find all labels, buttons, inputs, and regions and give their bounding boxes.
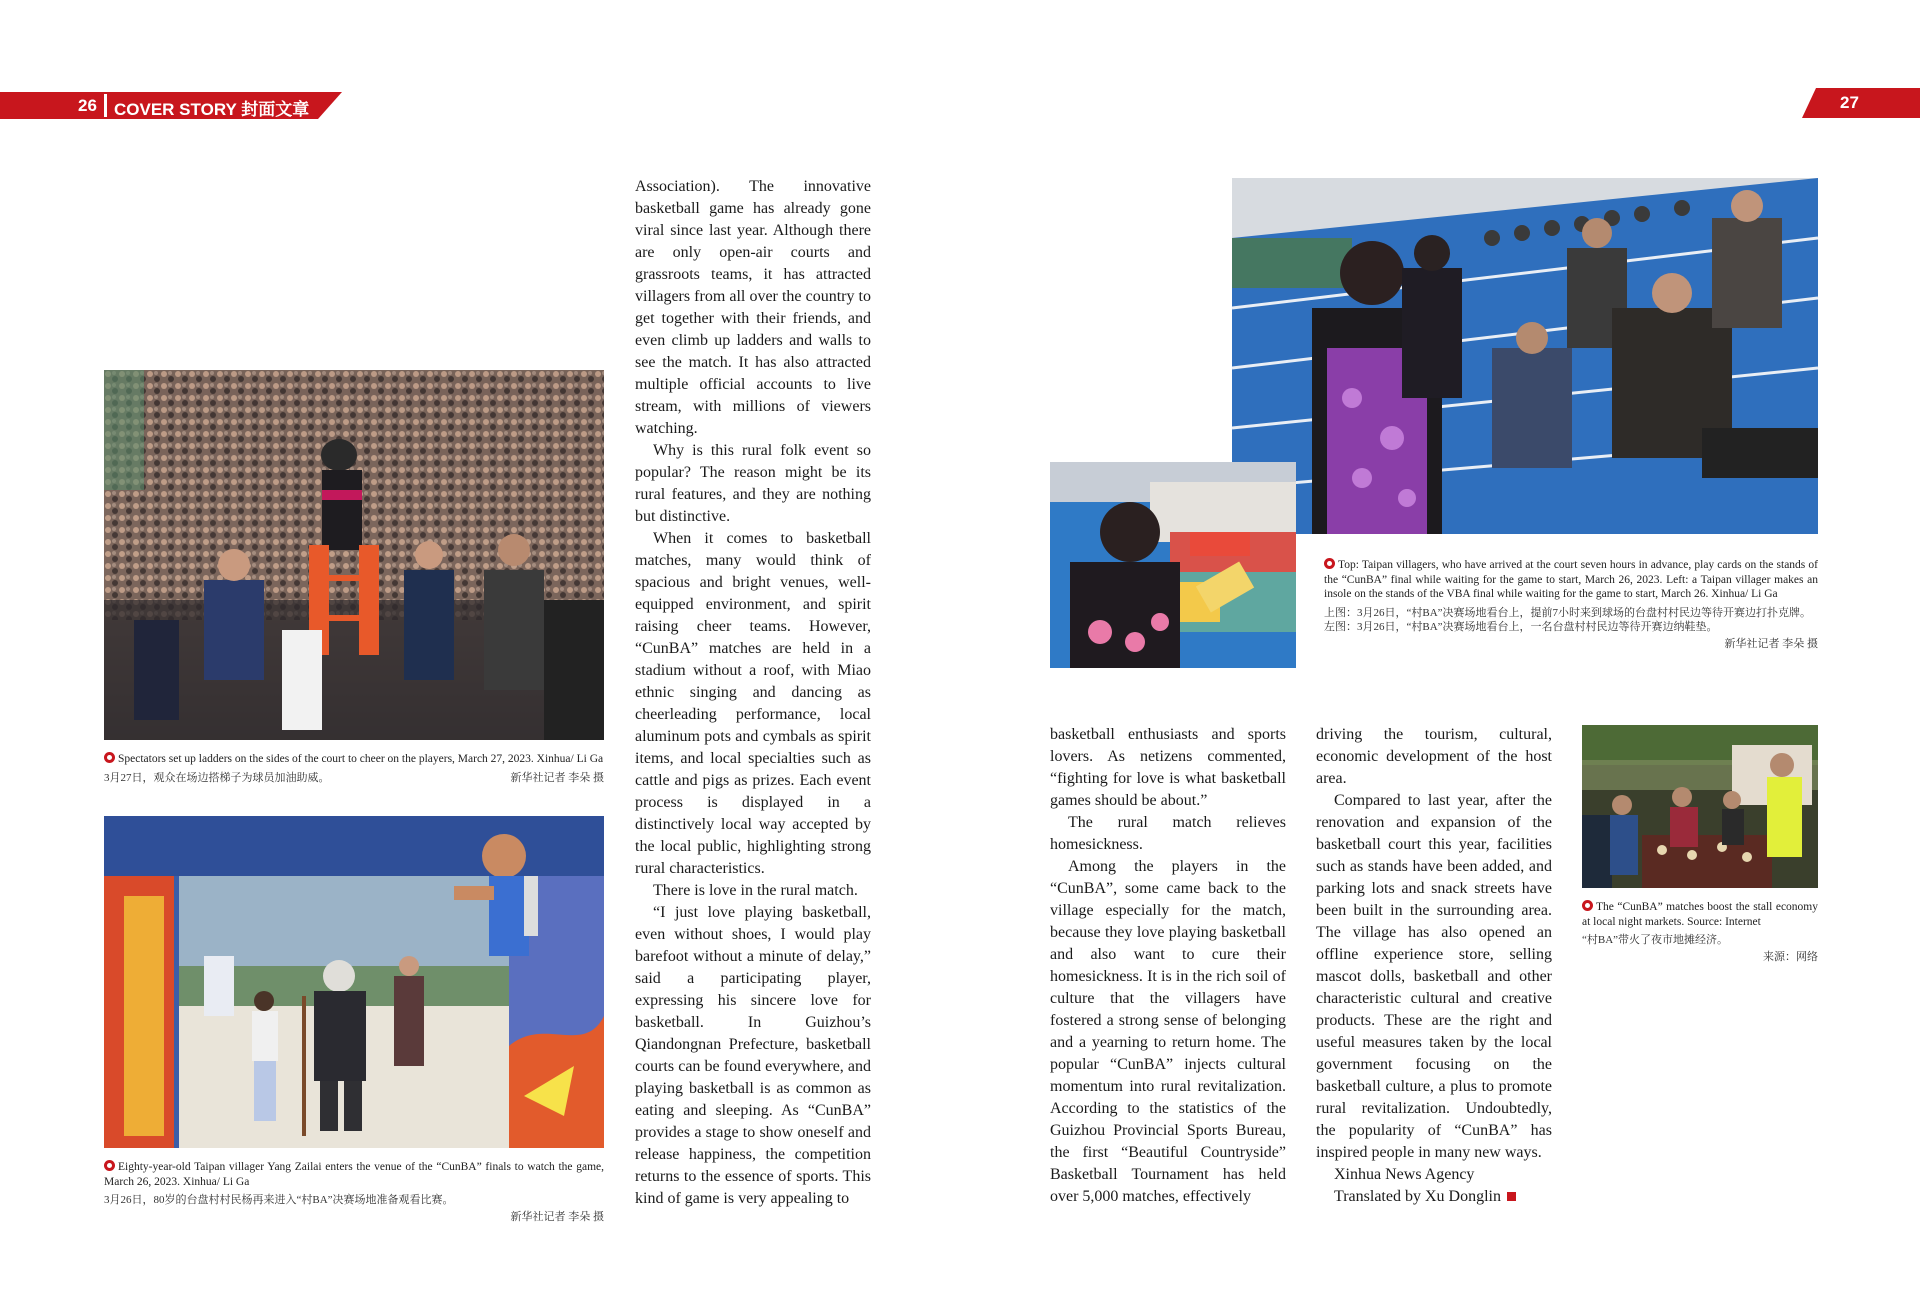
caption-ladders-zh: 3月27日，观众在场边搭梯子为球员加油助威。 bbox=[104, 771, 330, 784]
paragraph: Why is this rural folk event so popular? The reason might be its rural features, and they are nothing but distinctive. bbox=[635, 442, 871, 525]
caption-marker-icon bbox=[104, 1160, 115, 1171]
header-band-tip bbox=[318, 92, 342, 119]
header-band-left bbox=[0, 92, 342, 119]
caption-stands-credit: 新华社记者 李朵 摄 bbox=[1724, 637, 1818, 650]
paragraph: There is love in the rural match. bbox=[653, 882, 858, 899]
caption-night-market bbox=[1582, 900, 1818, 964]
caption-marker-icon bbox=[1324, 558, 1335, 569]
caption-elder bbox=[104, 1160, 604, 1224]
photo-insole-villager bbox=[1050, 462, 1296, 668]
body-column-2 bbox=[1050, 724, 1286, 1208]
caption-stands-en: Top: Taipan villagers, who have arrived at the court seven hours in advance, play cards on the stands of the “CunBA” final while waiting for the game to start, March 26, 2023. Left: a Taipan villager makes an insole on the stands of the VBA final while waiting for the game to start, March 26. Xinhua/ Li Ga bbox=[1324, 559, 1818, 600]
paragraph: “I just love playing basketball, even without shoes, I would play barefoot without a minute of delay,” said a participating player, expressing his sincere love for basketball. In Guizhou’s Qiandongnan Prefecture, basketball courts can be found everywhere, and playing basketball is as common as eating and sleeping. As “CunBA” provides a stage to show oneself and release happiness, the competition returns to the essence of sports. This kind of game is very appealing to bbox=[635, 904, 871, 1207]
body-column-3 bbox=[1316, 724, 1552, 1208]
photo-night-market bbox=[1582, 725, 1818, 888]
caption-marker-icon bbox=[104, 752, 115, 763]
header-band-right bbox=[1802, 88, 1920, 118]
page-number-right: 27 bbox=[1840, 93, 1859, 112]
paragraph: Among the players in the “CunBA”, some came back to the village especially for the match, because they love playing basketball and also want to cure their homesickness. It is in the rich soil of culture that the villagers have fostered a strong sense of belonging and a yearning to return home. The popular “CunBA” injects cultural momentum into rural revitalization. According to the statistics of the Guizhou Provincial Sports Bureau, the first “Beautiful Countryside” Basketball Tournament has held over 5,000 matches, effectively bbox=[1050, 858, 1286, 1205]
caption-night-market-zh: “村BA”带火了夜市地摊经济。 bbox=[1582, 934, 1729, 946]
caption-night-market-credit: 来源：网络 bbox=[1763, 950, 1818, 963]
caption-stands-zh: 上图：3月26日，“村BA”决赛场地看台上，提前7小时来到球场的台盘村村民边等待开赛边打扑克牌。左图：3月26日，“村BA”决赛场地看台上，一名台盘村村民边等待开赛边纳鞋垫。 bbox=[1324, 606, 1812, 633]
paragraph: The rural match relieves homesickness. bbox=[1050, 814, 1286, 853]
photo-elder-villager bbox=[104, 816, 604, 1148]
photo-ladder-spectators bbox=[104, 370, 604, 740]
paragraph: driving the tourism, cultural, economic development of the host area. bbox=[1316, 726, 1552, 787]
caption-elder-credit: 新华社记者 李朵 摄 bbox=[510, 1210, 604, 1223]
paragraph: When it comes to basketball matches, many would think of spacious and bright venues, well-equipped environment, and spirit raising cheer teams. However, “CunBA” matches are held in a stadium without a roof, with Miao ethnic singing and dancing as cheerleading performance, local aluminum pots and cymbals as spirit items, and local specialties such as cattle and pigs as prizes. Each event process is displayed in a distinctively local way accepted by the local public, highlighting strong rural characteristics. bbox=[635, 530, 871, 877]
header-red-band-right bbox=[1802, 88, 1920, 118]
paragraph: basketball enthusiasts and sports lovers. As netizens commented, “fighting for love is what basketball games should be about.” bbox=[1050, 726, 1286, 809]
caption-night-market-en: The “CunBA” matches boost the stall economy at local night markets. Source: Internet bbox=[1582, 901, 1818, 928]
paragraph: Association). The innovative basketball game has already gone viral since last year. Although there are only open-air courts and grassroots teams, it has attracted villagers from all over the country to get together with their friends, and even climb up ladders and walls to see the match. It has also attracted multiple official accounts to live stream, with millions of viewers watching. bbox=[635, 178, 871, 437]
caption-elder-en: Eighty-year-old Taipan villager Yang Zailai enters the venue of the “CunBA” finals to watch the game, March 26, 2023. Xinhua/ Li Ga bbox=[104, 1161, 604, 1188]
photo-stands-cards bbox=[1232, 178, 1818, 534]
caption-stands bbox=[1324, 558, 1818, 651]
page-number-left: 26 bbox=[78, 96, 97, 115]
paragraph: Compared to last year, after the renovation and expansion of the basketball court this year, facilities such as stands have been added, and parking lots and snack streets have been built in the surrounding area. The village has also opened an offline experience store, selling mascot dolls, basketball and other characteristic cultural and creative products. These are the right and useful measures taken by the local government focusing on the basketball culture, a plus to promote rural revitalization. Undoubtedly, the popularity of “CunBA” has inspired people in many new ways. bbox=[1316, 792, 1552, 1161]
caption-marker-icon bbox=[1582, 900, 1593, 911]
signoff-translator: Translated by Xu Donglin bbox=[1334, 1188, 1501, 1205]
end-mark-icon bbox=[1507, 1192, 1516, 1201]
signoff-agency: Xinhua News Agency bbox=[1334, 1166, 1475, 1183]
header-separator bbox=[104, 94, 107, 117]
body-column-1 bbox=[635, 176, 871, 1210]
caption-ladders-en: Spectators set up ladders on the sides of the court to cheer on the players, March 27, 2023. Xinhua/ Li Ga bbox=[118, 753, 604, 765]
caption-ladders bbox=[104, 752, 604, 785]
section-title: COVER STORY 封面文章 bbox=[114, 100, 310, 119]
caption-ladders-credit: 新华社记者 李朵 摄 bbox=[510, 771, 604, 784]
caption-elder-zh: 3月26日，80岁的台盘村村民杨再来进入“村BA”决赛场地准备观看比赛。 bbox=[104, 1194, 454, 1206]
